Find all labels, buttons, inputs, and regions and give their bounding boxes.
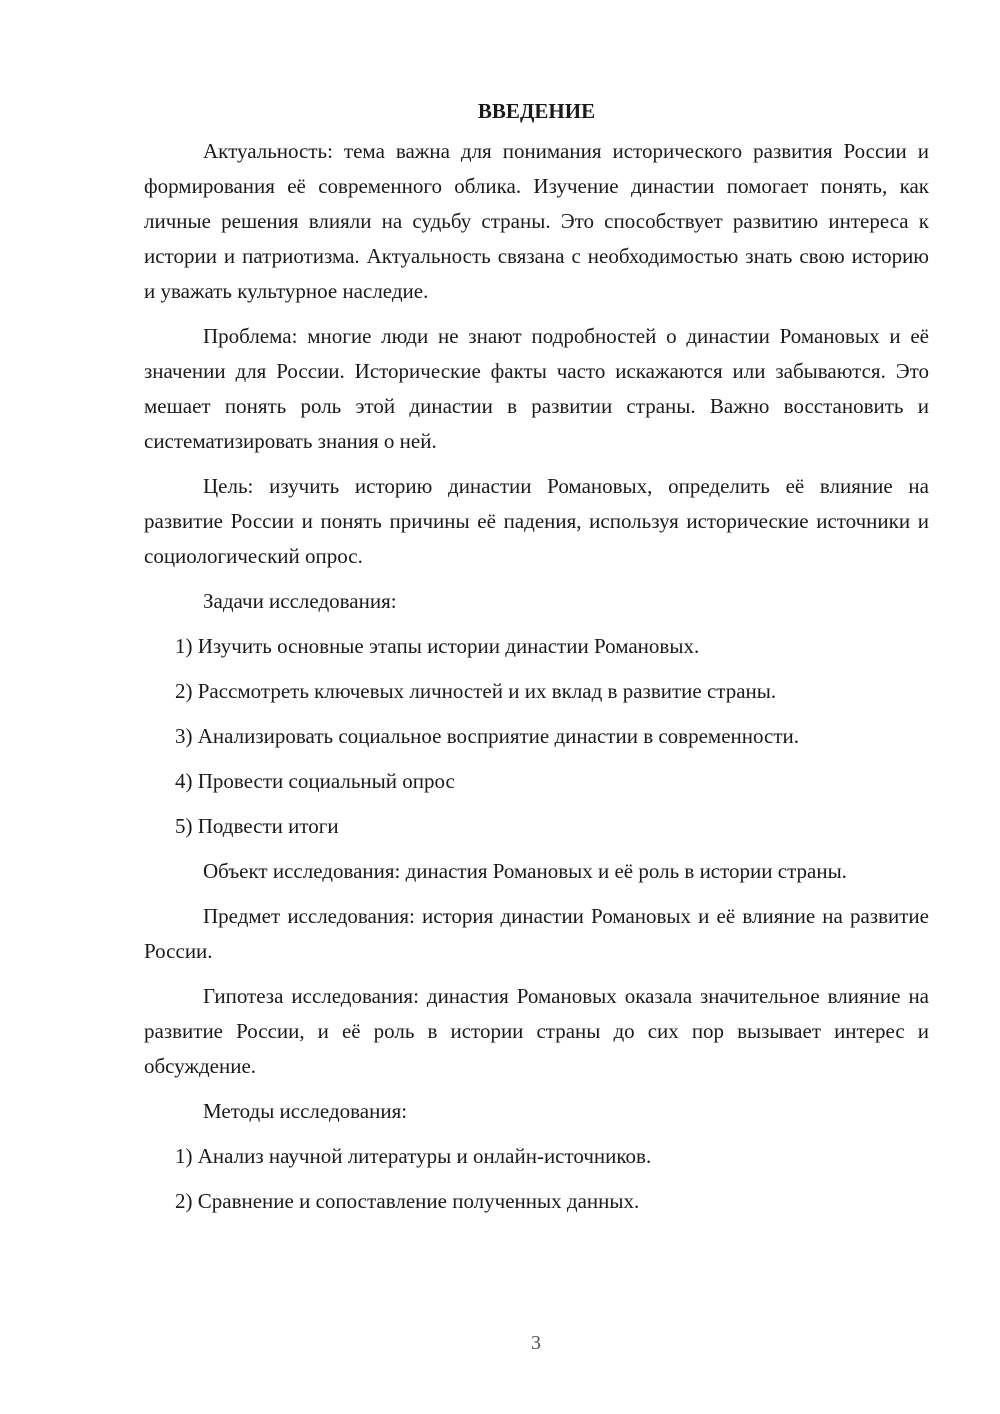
task-item: 2) Рассмотреть ключевых личностей и их вклад в развитие страны. [175, 679, 777, 703]
tasks-label: Задачи исследования: [203, 589, 397, 613]
page-number: 3 [531, 1332, 541, 1354]
section-heading: ВВЕДЕНИЕ [477, 99, 596, 123]
problem-paragraph: Проблема: многие люди не знают подробностей о династии Романовых и её значении для России. Исторические факты часто искажаются или забываются. Это мешает понять роль этой династии в развитии страны. Важно восстановить и систематизировать знания о ней. [144, 324, 929, 453]
task-item: 1) Изучить основные этапы истории династии Романовых. [175, 634, 700, 658]
hypothesis-paragraph: Гипотеза исследования: династия Романовых оказала значительное влияние на развитие России, и её роль в истории страны до сих пор вызывает интерес и обсуждение. [144, 984, 929, 1078]
task-item: 5) Подвести итоги [175, 814, 339, 838]
method-item: 2) Сравнение и сопоставление полученных данных. [175, 1189, 640, 1213]
relevance-paragraph: Актуальность: тема важна для понимания исторического развития России и формирования её современного облика. Изучение династии помогает понять, как личные решения влияли на судьбу страны. Это способствует развитию интереса к истории и патриотизма. Актуальность связана с необходимостью знать свою историю и уважать культурное наследие. [144, 139, 929, 303]
method-item: 1) Анализ научной литературы и онлайн-источников. [175, 1144, 652, 1168]
task-item: 3) Анализировать социальное восприятие династии в современности. [175, 724, 800, 748]
task-item: 4) Провести социальный опрос [175, 769, 455, 793]
object-paragraph: Объект исследования: династия Романовых и её роль в истории страны. [203, 859, 847, 883]
methods-label: Методы исследования: [203, 1099, 408, 1123]
subject-paragraph: Предмет исследования: история династии Романовых и её влияние на развитие России. [144, 904, 929, 963]
page-content [144, 96, 929, 1229]
goal-paragraph: Цель: изучить историю династии Романовых, определить её влияние на развитие России и понять причины её падения, используя исторические источники и социологический опрос. [144, 474, 929, 568]
